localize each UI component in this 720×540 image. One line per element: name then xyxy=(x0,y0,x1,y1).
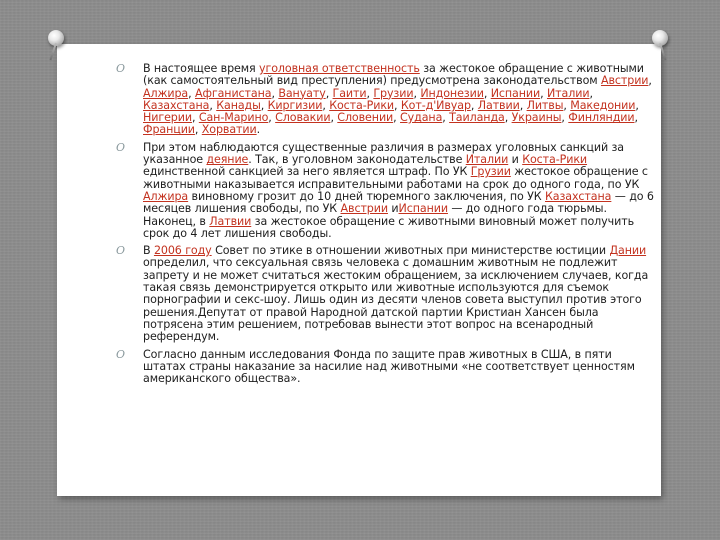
inline-link[interactable]: Гаити xyxy=(332,86,367,100)
inline-link[interactable]: Казахстана xyxy=(143,98,210,112)
paragraph-text: виновному грозит до 10 дней тюремного заключения, по УК xyxy=(188,189,545,203)
paragraph-text: , xyxy=(188,86,195,100)
bullet-paragraph xyxy=(116,244,655,344)
inline-link[interactable]: Италии xyxy=(465,153,509,167)
inline-link[interactable]: Сан-Марино xyxy=(198,111,269,125)
paragraph-text: , xyxy=(561,111,569,125)
paragraph-text: , xyxy=(635,98,639,112)
paragraph-text: Согласно данным исследования Фонда по защите прав животных в США, в пяти штатах страны наказание за насилие над животными «не соответствует ценностям американского общества». xyxy=(143,347,635,386)
inline-link[interactable]: Грузии xyxy=(373,86,414,100)
bullet-marker-icon: O xyxy=(116,347,125,361)
paragraph-text: , xyxy=(470,98,478,112)
paragraph-text: — до одного года тюрьмы. Наконец, в xyxy=(143,202,607,228)
paragraph-text: , xyxy=(394,98,401,112)
paragraph-text: , xyxy=(209,98,217,112)
paragraph-text: — до 6 месяцев лишения свободы, по УК xyxy=(143,189,654,216)
paragraph-text: В настоящее время xyxy=(143,62,260,75)
paragraph-text: и xyxy=(508,153,523,167)
inline-link[interactable]: Нигерии xyxy=(143,111,192,125)
paragraph-text: , xyxy=(393,111,401,125)
inline-link[interactable]: Хорватии xyxy=(201,123,257,137)
paragraph-text: , xyxy=(648,74,652,88)
bullet-marker-icon: O xyxy=(116,62,125,75)
inline-link[interactable]: деяние xyxy=(206,153,249,167)
inline-link[interactable]: уголовная ответственность xyxy=(259,62,420,75)
inline-link[interactable]: Киргизии xyxy=(267,98,323,112)
inline-link[interactable]: Казахстана xyxy=(545,189,612,203)
inline-link[interactable]: Коста-Рики xyxy=(329,98,395,112)
inline-link[interactable]: Дании xyxy=(609,244,647,258)
inline-link[interactable]: Коста-Рики xyxy=(522,153,588,167)
paragraph-text: , xyxy=(325,86,333,100)
inline-link[interactable]: Алжира xyxy=(143,86,189,100)
bullet-paragraph xyxy=(116,62,655,137)
paragraph-text: , xyxy=(563,98,571,112)
inline-link[interactable]: Словении xyxy=(337,111,394,125)
paragraph-text: , xyxy=(191,111,199,125)
paragraph-text: , xyxy=(519,98,527,112)
inline-link[interactable]: 2006 году xyxy=(153,244,212,258)
inline-link[interactable]: Испании xyxy=(398,202,448,216)
paragraph-text: единственной санкцией за него является штраф. По УК xyxy=(143,165,471,179)
pushpin-right-icon xyxy=(652,30,668,46)
inline-link[interactable]: Таиланда xyxy=(449,111,505,125)
paragraph-text: При этом наблюдаются существенные различия в размерах уголовных санкций за указанное xyxy=(143,140,625,167)
paragraph-text: и xyxy=(387,202,399,216)
pushpin-left-icon xyxy=(48,30,64,46)
paragraph-text: . Так, в уголовном законодательстве xyxy=(248,153,466,167)
inline-link[interactable]: Грузии xyxy=(470,165,511,179)
inline-link[interactable]: Вануату xyxy=(278,86,326,100)
paragraph-text: Совет по этике в отношении животных при министерстве юстиции xyxy=(211,244,610,258)
inline-link[interactable]: Литвы xyxy=(526,98,564,112)
paragraph-text: , xyxy=(268,111,276,125)
paragraph-text: за жестокое обращение с животными виновный может получить срок до 4 лет лишения свободы. xyxy=(143,214,635,240)
paragraph-text: , xyxy=(271,86,279,100)
bullet-paragraph xyxy=(116,140,655,240)
inline-link[interactable]: Испании xyxy=(490,86,541,100)
paragraph-text: , xyxy=(442,111,450,125)
paragraph-text: , xyxy=(260,98,268,112)
paragraph-text: , xyxy=(540,86,547,100)
inline-link[interactable]: Афганистана xyxy=(194,86,272,100)
inline-link[interactable]: Украины xyxy=(511,111,562,125)
paragraph-text: жестокое обращение с животными наказывается исправительными работами на срок до одного года, по УК xyxy=(143,165,648,191)
bullet-paragraph xyxy=(116,347,655,386)
inline-link[interactable]: Судана xyxy=(400,111,443,125)
inline-link[interactable]: Индонезии xyxy=(420,86,484,100)
inline-link[interactable]: Кот-д'Ивуар xyxy=(400,98,471,112)
inline-link[interactable]: Латвии xyxy=(209,214,252,228)
paragraph-text: , xyxy=(483,86,491,100)
paragraph-text: , xyxy=(634,111,638,125)
paragraph-text: , xyxy=(366,86,374,100)
inline-link[interactable]: Македонии xyxy=(570,98,636,112)
paragraph-text: , xyxy=(413,86,421,100)
inline-link[interactable]: Алжира xyxy=(143,189,189,203)
inline-link[interactable]: Австрии xyxy=(600,74,649,88)
inline-link[interactable]: Словакии xyxy=(275,111,331,125)
inline-link[interactable]: Канады xyxy=(216,98,261,112)
paragraph-text: за жестокое обращение с животными (как самостоятельный вид преступления) предусмотрена законодательством xyxy=(143,62,644,88)
paragraph-text: , xyxy=(330,111,338,125)
bullet-marker-icon: O xyxy=(116,140,125,154)
slide-card xyxy=(57,44,661,496)
inline-link[interactable]: Австрии xyxy=(340,202,388,216)
paragraph-text: , xyxy=(194,123,202,137)
inline-link[interactable]: Латвии xyxy=(477,98,520,112)
paragraph-text: , xyxy=(589,86,593,100)
inline-link[interactable]: Италии xyxy=(546,86,590,100)
paragraph-text: определил, что сексуальная связь человека с домашним животным не подлежит запрету и не может считаться жестоким обращением, за исключением случаев, когда такая связь демонстрируется открыто или животные используются для съемок порнографии и секс-шоу. Лишь один из десяти членов совета выступил против этого решения.Депутат от правой Народной датской партии Кристиан Хансен была потрясена этим решением, потребовав вынести этот вопрос на всенародный референдум. xyxy=(143,256,649,344)
paragraph-text: . xyxy=(256,123,261,137)
bullet-marker-icon: O xyxy=(116,244,125,258)
paragraph-text: , xyxy=(504,111,512,125)
inline-link[interactable]: Финляндии xyxy=(568,111,635,125)
paragraph-text: В xyxy=(143,244,154,258)
paragraph-text: , xyxy=(322,98,330,112)
bullet-list xyxy=(116,62,655,390)
inline-link[interactable]: Франции xyxy=(143,123,195,137)
